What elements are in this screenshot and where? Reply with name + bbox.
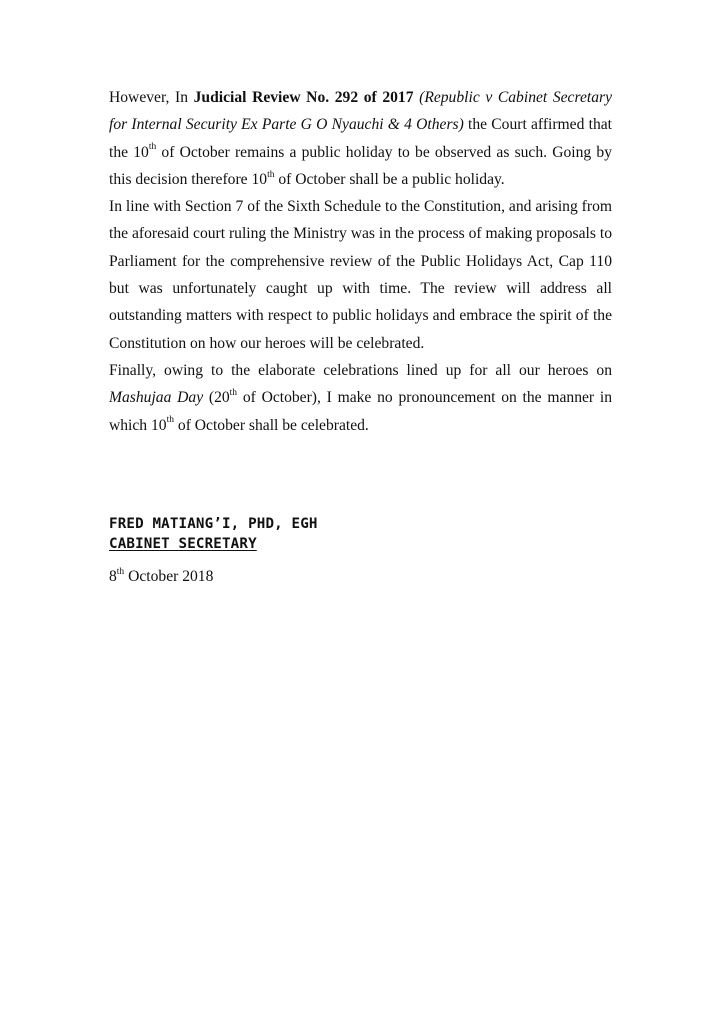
- paragraph-text: of October shall be a public holiday.: [274, 170, 505, 188]
- ordinal-suffix: th: [229, 388, 238, 399]
- paragraph-text: Finally, owing to the elaborate celebrations lined up for all our heroes on: [109, 361, 612, 379]
- paragraph-constitution: [109, 193, 612, 357]
- paragraph-text: (20: [203, 389, 230, 407]
- signatory-name: FRED MATIANG’I, PHD, EGH: [109, 516, 318, 532]
- date-rest: October 2018: [124, 568, 214, 585]
- holiday-name: Mashujaa Day: [109, 389, 204, 407]
- paragraph-text: In line with Section 7 of the Sixth Schedule to the Constitution, and arising from the aforesaid court ruling the Ministry was in the process of making proposals to Parliament for the comprehensive review of the Public Holidays Act, Cap 110 but was unfortunately caught up with time. The review will address all outstanding matters with respect to public holidays and embrace the spirit of the Constitution on how our heroes will be celebrated.: [109, 198, 612, 352]
- paragraph-text: of October), I make no pronouncement on the manner in which 10: [109, 389, 613, 434]
- ordinal-suffix: th: [148, 142, 157, 153]
- statement-body: [109, 84, 612, 439]
- paragraph-text: However, In: [109, 89, 194, 106]
- paragraph-mashujaa-day: [109, 357, 612, 439]
- statement-date: [109, 566, 213, 588]
- paragraph-text: of October shall be celebrated.: [174, 416, 369, 434]
- date-day: 8: [109, 568, 117, 585]
- signature-block: [109, 514, 318, 554]
- ordinal-suffix: th: [166, 415, 174, 426]
- ordinal-suffix: th: [116, 566, 125, 577]
- ordinal-suffix: th: [267, 169, 275, 180]
- case-reference: Judicial Review No. 292 of 2017: [193, 89, 414, 106]
- case-name: (Republic v Cabinet Secretary for Internal Security Ex Parte G O Nyauchi & 4 Others): [109, 89, 613, 134]
- signatory-title: CABINET SECRETARY: [109, 536, 257, 552]
- paragraph-judicial-review: [109, 84, 612, 193]
- paragraph-text: the Court affirmed that the 10: [109, 116, 612, 161]
- paragraph-text: of October remains a public holiday to be observed as such. Going by this decision therefore 10: [109, 143, 612, 188]
